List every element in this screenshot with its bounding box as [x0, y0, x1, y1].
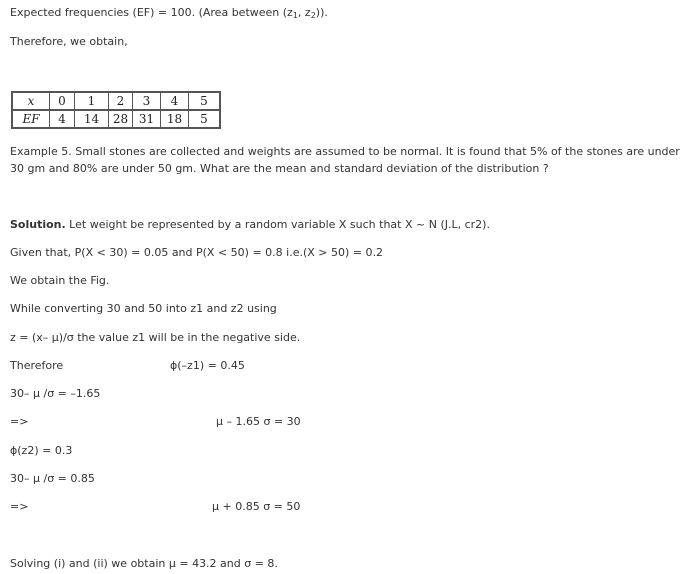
subscript-1: 1 [292, 11, 298, 20]
expected-frequencies-line [10, 6, 328, 20]
table-cell: 0 [50, 92, 75, 110]
table-cell: 3 [133, 92, 161, 110]
solution-intro-line [10, 218, 490, 232]
table-cell: 5 [189, 92, 221, 110]
obtain-fig-line: We obtain the Fig. [10, 274, 110, 287]
solution-intro-text: Let weight be represented by a random variable X such that X ~ N (J.L, cr2). [65, 218, 490, 231]
converting-line: While converting 30 and 50 into z1 and z2 using [10, 302, 277, 315]
table-cell: 5 [189, 110, 221, 128]
implies-arrow-1: => [10, 415, 29, 428]
z-formula-line: z = (x– μ)/σ the value z1 will be in the negative side. [10, 331, 301, 344]
table-cell: 18 [161, 110, 189, 128]
given-line: Given that, P(X < 30) = 0.05 and P(X < 50) = 0.8 i.e.(X > 50) = 0.2 [10, 246, 384, 259]
therefore-obtain-line: Therefore, we obtain, [10, 35, 128, 48]
equation-1: 30– μ /σ = –1.65 [10, 387, 101, 400]
line-text-a: Expected frequencies (EF) = 100. (Area between (z [10, 6, 293, 19]
table-cell: 31 [133, 110, 161, 128]
table-row-x [12, 92, 220, 110]
final-solution-line: Solving (i) and (ii) we obtain μ = 43.2 and σ = 8. [10, 557, 278, 570]
table-cell: 4 [161, 92, 189, 110]
example-5-paragraph: Example 5. Small stones are collected and weights are assumed to be normal. It is found that 5% of the stones are under 30 gm and 80% are under 50 gm. What are the mean and standard deviation of the distribution ? [10, 145, 680, 175]
line-text-c: )). [315, 6, 328, 19]
line-text-b: , z [297, 6, 311, 19]
table-cell: 14 [75, 110, 109, 128]
equation-2: 30– μ /σ = 0.85 [10, 472, 95, 485]
table-cell: 4 [50, 110, 75, 128]
solution-label: Solution. [10, 218, 66, 231]
table-row-ef [12, 110, 220, 128]
therefore-label: Therefore [10, 359, 64, 372]
phi-z2-equation: ϕ(z2) = 0.3 [10, 444, 73, 457]
subscript-2: 2 [310, 11, 316, 20]
table-cell: 28 [109, 110, 133, 128]
result-equation-2: μ + 0.85 σ = 50 [212, 500, 301, 513]
phi-z1-equation: ϕ(–z1) = 0.45 [170, 359, 245, 372]
frequency-table [11, 91, 221, 129]
table-cell: 1 [75, 92, 109, 110]
result-equation-1: μ – 1.65 σ = 30 [216, 415, 301, 428]
row-label-x: x [12, 92, 50, 110]
table-cell: 2 [109, 92, 133, 110]
row-label-ef: EF [12, 110, 50, 128]
implies-arrow-2: => [10, 500, 29, 513]
